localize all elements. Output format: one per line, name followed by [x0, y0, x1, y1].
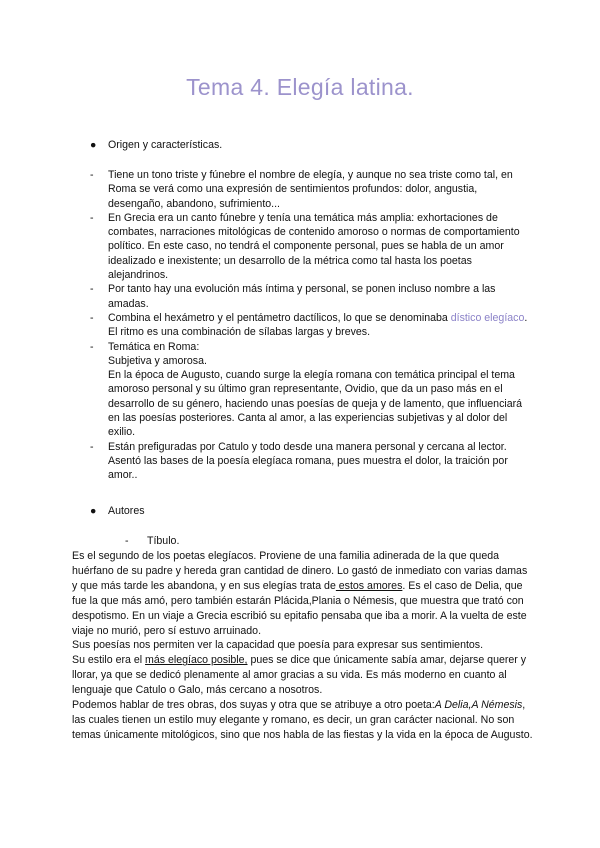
list-item [90, 340, 530, 440]
list-item-text: Temática en Roma: [108, 340, 200, 353]
text-segment: . Es el caso de Delia, que fue la que más amó, pero también estarán Plácida,Plania o Némesis, que muestra que trató con despotismo. En un viaje a Grecia escribió su epitafio pensaba que iba a morir. A la vuelta de este viaje no murió, pero sí estuvo arruinado. [72, 579, 527, 637]
text-segment: . El ritmo es una combinación de sílabas largas y breves. [108, 311, 528, 339]
list-item-text: En la época de Augusto, cuando surge la elegía romana con temática principal el tema amoroso personal y su último gran representante, Ovidio, que da un paso más en el desarrollo de su género, haciendo unas poesías de queja y de lamento, que influenciará en las poesías posteriores. Canta al amor, a las experiencias subjetivas y al dolor del exilio. [108, 369, 523, 439]
text-segment: pues se dice que únicamente sabía amar, dejarse querer y llorar, ya que se dedicó plenamente al amor gracias a su vida. Es más moderno en cuanto al lenguaje que Catulo o Galo, más cercano a nosotros. [72, 654, 527, 697]
underlined-text: estos amores [335, 579, 403, 592]
bullet-icon: ● [90, 139, 97, 151]
italic-text: A Delia,A Némesis [434, 699, 523, 712]
section-heading-autores: Autores [108, 505, 145, 517]
paragraph [72, 653, 534, 698]
list-item-text: Están prefiguradas por Catulo y todo desde una manera personal y cercana al lector. Asentó las bases de la poesía elegíaca romana, pues muestra el dolor, la traición por amor.. [108, 440, 508, 482]
list-item-text: Tiene un tono triste y fúnebre el nombre de elegía, y aunque no sea triste como tal, en Roma se verá como una expresión de sentimientos profundos: dolor, angustia, desengaño, abandono, sufrimiento... [108, 169, 513, 210]
list-item [90, 282, 530, 311]
text-segment: Combina el hexámetro y el pentámetro dactílicos, lo que se denominaba [108, 311, 451, 324]
dash-marker: - [90, 283, 94, 296]
text-segment: Podemos hablar de tres obras, dos suyas y otra que se atribuye a otro poeta: [72, 699, 435, 712]
dash-marker: - [90, 169, 94, 181]
list-item [90, 311, 530, 340]
sub-item-tibulo [125, 535, 179, 547]
text-segment: , las cuales tienen un estilo muy elegante y romano, es decir, un gran carácter nacional. No son temas únicamente mitológicos, sino que nos habla de las fiestas y la vida en la época de Augusto. [72, 699, 533, 741]
list-item-text: En Grecia era un canto fúnebre y tenía una temática más amplia: exhortaciones de combates, narraciones mitológicas de contenido amoroso o normas de comportamiento político. En este caso, no tendrá el componente personal, pues se habla de un amor idealizado e inexistente; un desarrollo de la métrica como tal hasta los poetas alejandrinos. [108, 211, 520, 282]
paragraph: Sus poesías nos permiten ver la capacidad que poesía para expresar sus sentimientos. [72, 639, 484, 652]
text-segment: Su estilo era el [72, 654, 146, 667]
bullet-icon: ● [90, 505, 97, 517]
dash-marker: - [90, 440, 94, 453]
list-item [90, 168, 530, 211]
paragraph [72, 549, 534, 638]
list-item-text: Subjetiva y amorosa. [108, 354, 207, 367]
text-segment: Es el segundo de los poetas elegíacos. Proviene de una familia adinerada de la que queda huérfano de su padre y hereda gran cantidad de dinero. Lo gastó de inmediato con varias damas y que más tarde les abandona, y en sus elegías trata de [72, 550, 528, 592]
sub-item-label: Tíbulo. [147, 535, 180, 547]
page-title: Tema 4. Elegía latina. [186, 74, 414, 100]
distico-elegiaco-link[interactable]: dístico elegíaco [450, 311, 525, 324]
dash-marker: - [125, 535, 129, 547]
section-heading-origen: Origen y características. [108, 139, 223, 151]
list-item-text: Por tanto hay una evolución más íntima y personal, se ponen incluso nombre a las amadas. [108, 283, 496, 310]
dash-marker: - [90, 340, 94, 353]
author-body [72, 549, 534, 743]
dash-marker: - [90, 211, 94, 224]
origin-list [90, 168, 530, 483]
underlined-text: más elegíaco posible, [145, 654, 248, 667]
list-item [90, 440, 530, 483]
list-item-text [108, 311, 530, 340]
paragraph [72, 698, 534, 743]
list-item [90, 211, 530, 282]
dash-marker: - [90, 311, 94, 324]
